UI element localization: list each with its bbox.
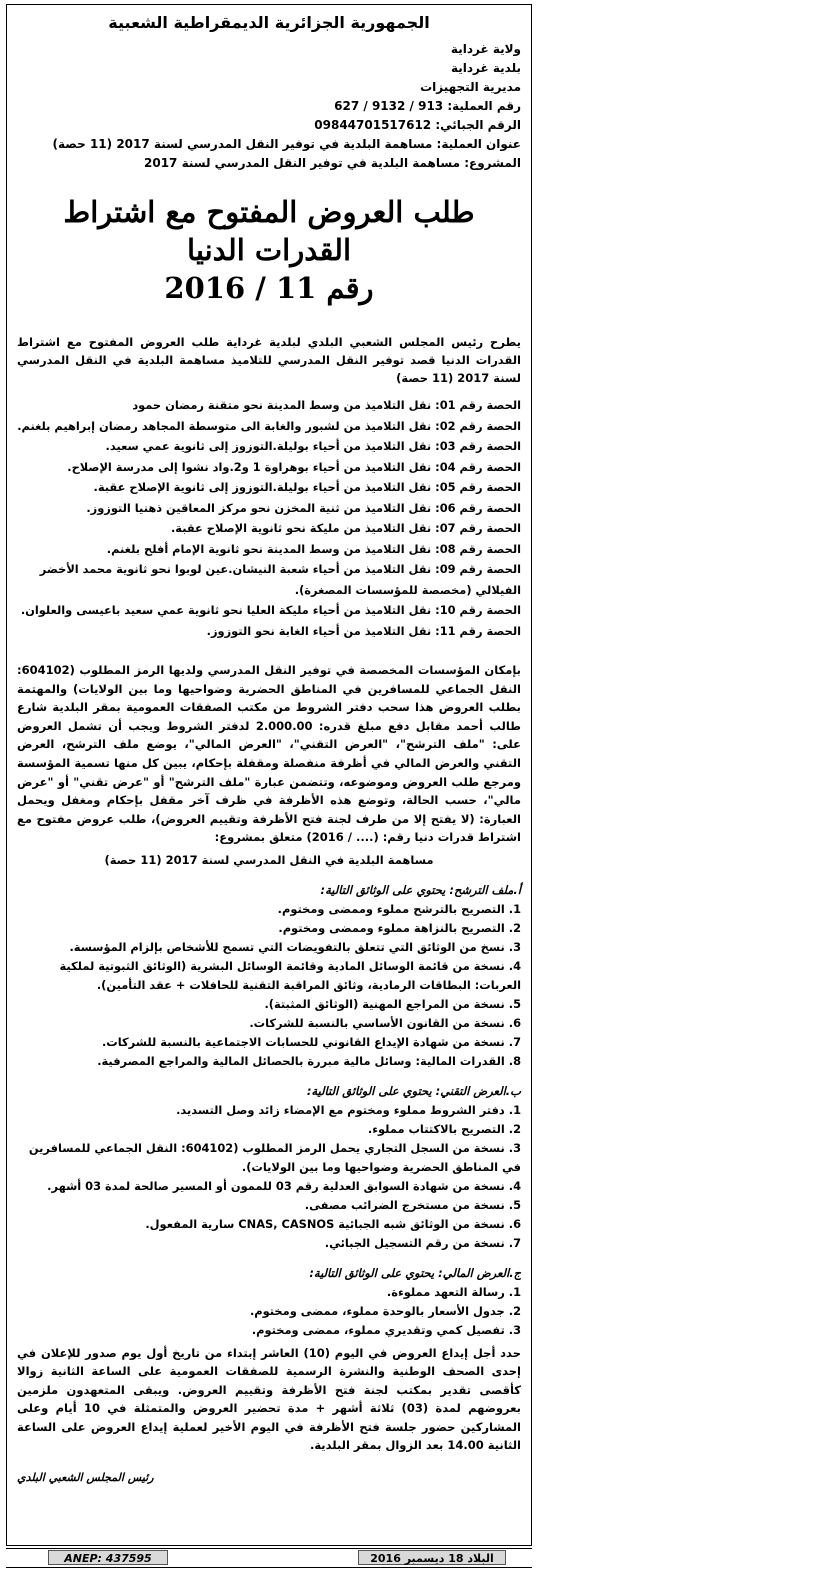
project-subtitle: مساهمة البلدية في النقل المدرسي لسنة 2017 (11 حصة)	[104, 852, 434, 867]
candidacy-items	[17, 900, 521, 1071]
lot-item: الحصة رقم 01: نقل التلاميذ من وسط المدينة نحو متقنة رمضان حمود	[132, 398, 521, 412]
section-title-financial: ج.العرض المالي: يحتوي على الوثائق التالية:	[309, 1265, 521, 1280]
list-item: 6. نسخة من القانون الأساسي بالنسبة للشركات.	[249, 1015, 521, 1030]
page-footer	[6, 1548, 532, 1568]
intro-paragraph: يطرح رئيس المجلس الشعبي البلدي لبلدية غرداية طلب العروض المفتوح مع اشتراط القدرات الدنيا قصد توفير النقل المدرسي للتلاميذ مساهمة البلدية في النقل المدرسي لسنة 2017 (11 حصة)	[17, 335, 521, 385]
header-project: المشروع: مساهمة البلدية في توفير النقل المدرسي لسنة 2017	[144, 156, 521, 170]
technical-items	[17, 1101, 521, 1253]
list-item: 4. نسخة من شهادة السوابق العدلية رقم 03 للممون أو المسير صالحة لمدة 03 أشهر.	[47, 1178, 521, 1193]
list-item: 1. التصريح بالترشح مملوء وممضى ومختوم.	[277, 901, 521, 916]
list-item: 5. نسخة من المراجع المهنية (الوثائق المثبتة).	[264, 996, 521, 1011]
lot-item: الحصة رقم 06: نقل التلاميذ من ثنية المخزن نحو مركز المعاقين ذهنيا التوزوز.	[86, 500, 521, 515]
header-tax-number: الرقم الجبائي: 09844701517612	[314, 118, 521, 132]
lot-item: الحصة رقم 09: نقل التلاميذ من أحياء شعبة النيشان.عين لوبوا نحو ثانوية محمد الأخضر الفيلالي (مخصصة للمؤسسات المصغرة).	[39, 562, 521, 597]
lots-list	[17, 395, 521, 641]
list-item: 2. التصريح بالاكتتاب مملوء.	[367, 1121, 521, 1136]
list-item: 7. نسخة من شهادة الإيداع القانوني للحسابات الاجتماعية بالنسبة للشركات.	[101, 1034, 521, 1049]
body-paragraph: بإمكان المؤسسات المخصصة في توفير النقل المدرسي ولديها الرمز المطلوب (604102: النقل الجماعي للمسافرين في المناطق الحضرية وضواحيها وما بين الولايات) والمهتمة بطلب العروض هذا سحب دفتر الشروط من مكتب الصفقات العمومية بمقر البلدية شارع طالب أحمد مقابل دفع مبلغ قدره: 2.000.00 لدفتر الشروط ويجب أن تشمل العروض على: "ملف الترشح"، "العرض التقني"، "العرض المالي"، يوضع ملف الترشح، العرض التقني والعرض المالي في أظرفة منفصلة ومقفلة بإحكام، يبين كل منها تسمية المؤسسة ومرجع طلب العروض وموضوعه، وتتضمن عبارة "ملف الترشح" أو "عرض تقني" أو "عرض مالي"، حسب الحالة، وتوضع هذه الأظرفة في ظرف آخر مقفل بإحكام ومغفل ويحمل العبارة: (لا يفتح إلا من طرف لجنة فتح الأظرفة وتقييم العروض)، طلب عروض مفتوح مع اشتراط قدرات دنيا رقم: (.... / 2016) متعلق بمشروع:	[17, 663, 521, 845]
lot-item: الحصة رقم 08: نقل التلاميذ من وسط المدينة نحو ثانوية الإمام أفلح بلغنم.	[106, 541, 521, 556]
lot-item: الحصة رقم 10: نقل التلاميذ من أحياء مليكة العليا نحو ثانوية عمي سعيد باعيسى والعلوان.	[20, 603, 521, 617]
lot-item: الحصة رقم 03: نقل التلاميذ من أحياء بوليلة.التوزوز إلى ثانوية عمي سعيد.	[105, 439, 521, 453]
list-item: 7. نسخة من رقم التسجيل الجبائي.	[324, 1235, 521, 1250]
header-operation-number: رقم العملية: 913 / 9132 / 627	[334, 99, 521, 113]
lot-item: الحصة رقم 04: نقل التلاميذ من أحياء بوهراوة 1 و2.واد نشوا إلى مدرسة الإصلاح.	[67, 459, 521, 474]
signature: رئيس المجلس الشعبي البلدي	[17, 1470, 154, 1484]
lot-item: الحصة رقم 07: نقل التلاميذ من مليكة نحو ثانوية الإصلاح عقبة.	[170, 521, 521, 535]
header-directorate: مديرية التجهيزات	[420, 80, 521, 94]
list-item: 3. تفصيل كمي وتقديري مملوء، ممضى ومختوم.	[251, 1322, 521, 1337]
section-title-candidacy: أ.ملف الترشح: يحتوي على الوثائق التالية:	[320, 882, 521, 897]
tender-title: طلب العروض المفتوح مع اشتراط القدرات الدنيا	[63, 195, 475, 267]
list-item: 3. نسخة من السجل التجاري يحمل الرمز المطلوب (604102: النقل الجماعي للمسافرين في المناطق الحضرية وضواحيها وما بين الولايات).	[28, 1140, 521, 1174]
financial-items	[17, 1283, 521, 1340]
list-item: 6. نسخة من الوثائق شبه الجبائية CNAS, CASNOS سارية المفعول.	[145, 1216, 521, 1231]
list-item: 1. دفتر الشروط مملوء ومختوم مع الإمضاء زائد وصل التسديد.	[176, 1102, 521, 1117]
publication-date-tag: البلاد 18 ديسمبر 2016	[358, 1550, 506, 1565]
lot-item: الحصة رقم 05: نقل التلاميذ من أحياء بوليلة.التوزوز إلى ثانوية الإصلاح عقبة.	[93, 480, 521, 494]
list-item: 2. جدول الأسعار بالوحدة مملوء، ممضى ومختوم.	[249, 1303, 521, 1318]
tender-number: رقم 11 / 2016	[164, 271, 374, 305]
header-wilaya: ولاية غرداية	[450, 42, 521, 56]
list-item: 5. نسخة من مستخرج الضرائب مصفى.	[304, 1197, 521, 1212]
header-operation-title: عنوان العملية: مساهمة البلدية في توفير النقل المدرسي لسنة 2017 (11 حصة)	[52, 137, 521, 151]
list-item: 2. التصريح بالنزاهة مملوء وممضى ومختوم.	[278, 920, 521, 935]
section-title-technical: ب.العرض التقني: يحتوي على الوثائق التالية:	[306, 1083, 521, 1098]
lot-item: الحصة رقم 11: نقل التلاميذ من أحياء الغابة نحو التوزوز.	[206, 623, 521, 638]
list-item: 3. نسخ من الوثائق التي تتعلق بالتفويضات التي تسمح للأشخاص بإلزام المؤسسة.	[69, 939, 521, 954]
list-item: 4. نسخة من قائمة الوسائل المادية وقائمة الوسائل البشرية (الوثائق الثبوتية لملكية العربات: البطاقات الرمادية، وثائق المراقبة التقنية للحافلات + عقد التأمين).	[59, 958, 521, 992]
republic-heading: الجمهورية الجزائرية الديمقراطية الشعبية	[108, 13, 430, 32]
list-item: 1. رسالة التعهد مملوءة.	[386, 1284, 521, 1299]
header-block	[17, 40, 521, 173]
closing-paragraph: حدد أجل إيداع العروض في اليوم (10) العاشر إبتداء من تاريخ أول يوم صدور للإعلان في إحدى الصحف الوطنية والنشرة الرسمية للصفقات العمومية على الساعة الثانية زوالا كأقصى تقدير بمكتب لجنة فتح الأظرفة وتقييم العروض. ويبقى المتعهدون ملزمين بعروضهم لمدة (03) ثلاثة أشهر + مدة تحضير العروض والمتمثلة في 10 أيام وعلى المشاركين حضور جلسة فتح الأظرفة في اليوم الأخير لعملية إيداع العروض على الساعة الثانية 14.00 بعد الزوال بمقر البلدية.	[17, 1345, 521, 1453]
header-baladiya: بلدية غرداية	[450, 61, 521, 75]
list-item: 8. القدرات المالية: وسائل مالية مبررة بالحصائل المالية والمراجع المصرفية.	[97, 1053, 521, 1068]
announcement-sheet	[6, 4, 532, 1546]
anep-tag: ANEP: 437595	[48, 1550, 168, 1565]
lot-item: الحصة رقم 02: نقل التلاميذ من لشبور والغابة الى متوسطة المجاهد رمضان إبراهيم بلغنم.	[17, 418, 521, 433]
